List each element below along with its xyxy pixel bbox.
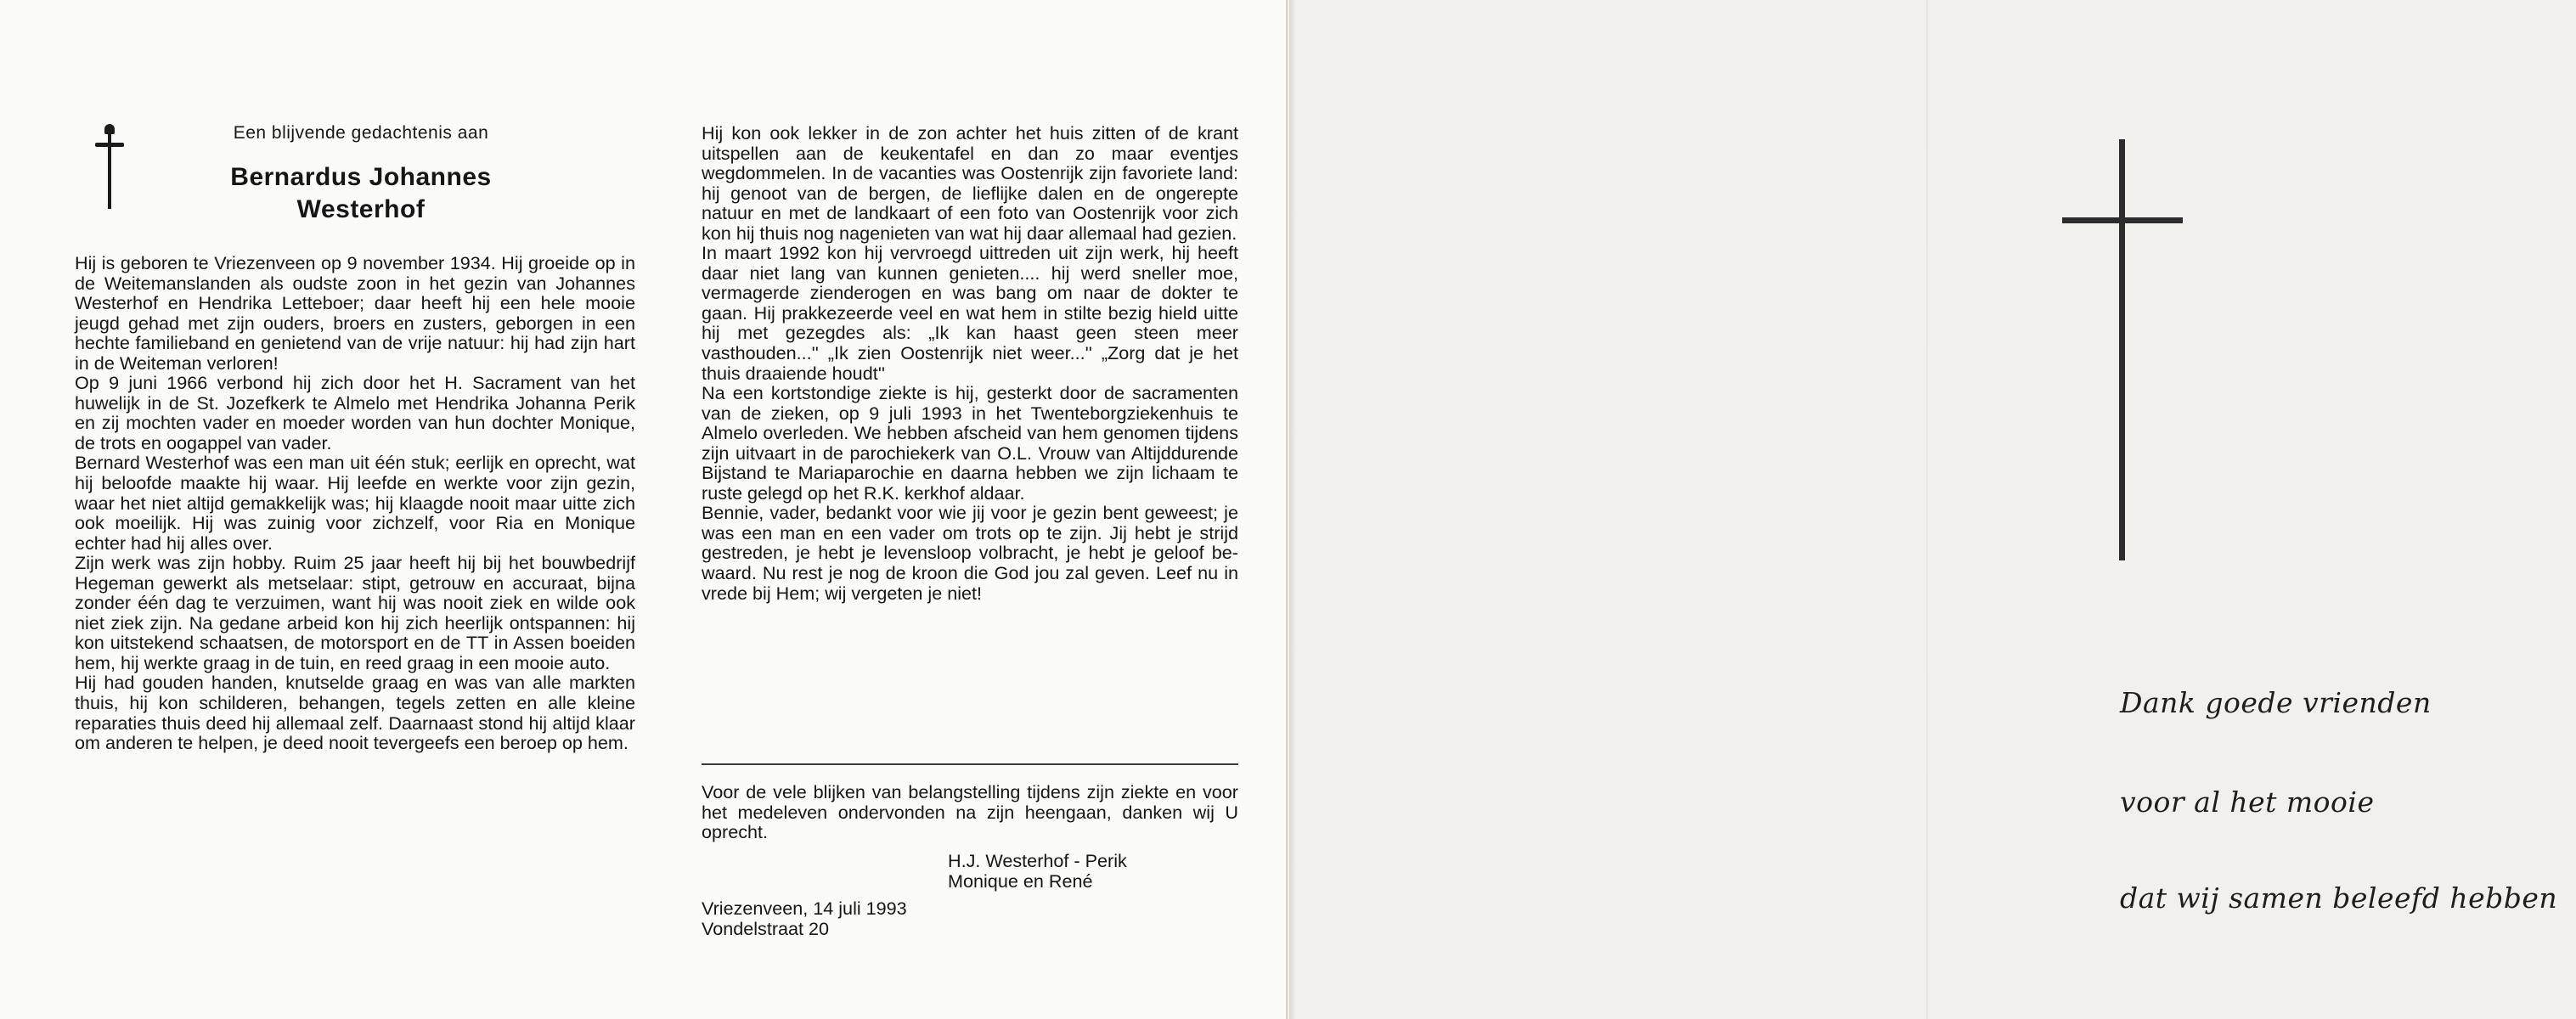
bio-paragraph: Hij is geboren te Vriezenveen op 9 november 1934. Hij groeide op in de Weitemanslanden als oudste zoon in het gezin van Johannes Westerhof en Hendrika Letteboer; daar heeft hij een hele mooie jeugd gehad met zijn ouders, broers en zusters, geborgen in een hechte familieband en genietend van de vrije natuur: hij had zijn hart in de Weiteman verloren! bbox=[75, 252, 635, 374]
memorial-intro: Een blijvende gedachtenis aan bbox=[233, 123, 489, 143]
family-signature bbox=[948, 851, 1237, 892]
bio-paragraph: Na een kortstondige ziekte is hij, gesterkt door de sacramenten van de zieken, op 9 juli 1993 in het Twenteborgziekenhuis te Almelo overleden. We hebben afscheid van hem genomen tijdens zijn uitvaart in de parochiekerk van O.L. Vrouw van Altijddurende Bijstand te Mariaparochie en daarna hebben we zijn lichaam te ruste gelegd op het R.K. kerkhof aldaar. bbox=[702, 382, 1238, 504]
cross-icon bbox=[95, 126, 124, 209]
bio-paragraph: Op 9 juni 1966 verbond hij zich door het H. Sacrament van het huwelijk in de St. Jozefkerk te Almelo met Hendrika Johanna Perik en zij mochten vader en moeder worden van hun dochter Monique, de trots en oogappel van vader. bbox=[75, 372, 635, 453]
biography-column-1 bbox=[75, 253, 635, 753]
deceased-name-line1: Bernardus Johannes bbox=[230, 163, 492, 191]
bio-paragraph: Hij had gouden handen, knutselde graag en was van alle markten thuis, hij kon schilderen, behangen, tegels zetten en alle kleine reparaties thuis deed hij allemaal zelf. Daarnaast stond hij altijd klaar om anderen te helpen, je deed nooit tevergeefs een beroep op hem. bbox=[75, 672, 635, 754]
bio-paragraph: Bennie, vader, bedankt voor wie jij voor je gezin bent geweest; je was een man en een vader om trots op te zijn. Jij hebt je strijd gestreden, je hebt je levensloop volbracht, je hebt je geloof bewaard. Nu rest je nog de kroon die God jou zal geven. Leef nu in vrede bij Hem; wij vergeten je niet! bbox=[702, 502, 1238, 604]
thanks-script-line: voor al het mooie bbox=[2120, 785, 2375, 819]
bio-paragraph: Bernard Westerhof was een man uit één stuk; eerlijk en oprecht, wat hij beloofde maakte hij waar. Hij leefde en werkte voor zijn gezin, waar het niet altijd gemakkelijk was; hij klaagde nooit maar uitte zich ook moeilijk. Hij was zuinig voor zichzelf, voor Ria en Monique echter had hij alles over. bbox=[75, 452, 635, 554]
place-date: Vriezenveen, 14 juli 1993 bbox=[702, 898, 907, 919]
large-cross-icon bbox=[2062, 139, 2183, 560]
bio-paragraph: In maart 1992 kon hij vervroegd uittreden uit zijn werk, hij heeft daar niet lang van kunnen genieten.... hij werd sneller moe, vermagerde zienderogen en was bang om naar de dokter te gaan. Hij prakkezeerde veel en wat hem in stilte bezig hield uitte hij met gezegdes als: „Ik kan haast geen steen meer vasthouden...'' „Ik zien Oostenrijk niet weer...'' „Zorg dat je het thuis draaiende houdt'' bbox=[702, 242, 1238, 384]
bio-paragraph: Zijn werk was zijn hobby. Ruim 25 jaar heeft hij bij het bouwbedrijf Hegeman gewerkt als metselaar: stipt, getrouw en accuraat, bijna zonder één dag te verzuimen, want hij was nooit ziek en wilde ook niet ziek zijn. Na gedane arbeid kon hij zich heerlijk ontspannen: hij kon uitstekend schaatsen, de motorsport en de TT in Assen boeiden hem, hij werkte graag in de tuin, en reed graag in een mooie auto. bbox=[75, 552, 635, 673]
section-divider bbox=[702, 763, 1238, 765]
thanks-script-line: Dank goede vrienden bbox=[2120, 686, 2432, 719]
deceased-name bbox=[170, 161, 552, 226]
deceased-name-line2: Westerhof bbox=[296, 195, 426, 223]
thanks-message: Voor de vele blijken van belangstelling tijdens zijn ziekte en voor het medeleven ondervonden na zijn heengaan, danken wij U oprecht. bbox=[702, 781, 1238, 843]
address: Vondelstraat 20 bbox=[702, 918, 830, 939]
bio-paragraph: Hij kon ook lekker in de zon achter het huis zitten of de krant uitspellen aan de keukentafel en dan zo maar eventjes wegdommelen. In de vacanties was Oostenrijk zijn favoriete land: hij genoot van de bergen, de lieflijke dalen en de ongerepte natuur en met de landkaart of een foto van Oostenrijk voor zich kon hij thuis nog nagenieten van wat hij daar allemaal had gezien. bbox=[702, 122, 1238, 244]
place-date-address bbox=[702, 898, 1041, 939]
thanks-script-line: dat wij samen beleefd hebben bbox=[2120, 881, 2558, 915]
card-back-panel bbox=[1289, 0, 2576, 1019]
signature-line: H.J. Westerhof - Perik bbox=[948, 850, 1127, 871]
signature-line: Monique en René bbox=[948, 870, 1093, 892]
biography-column-2 bbox=[702, 123, 1238, 603]
